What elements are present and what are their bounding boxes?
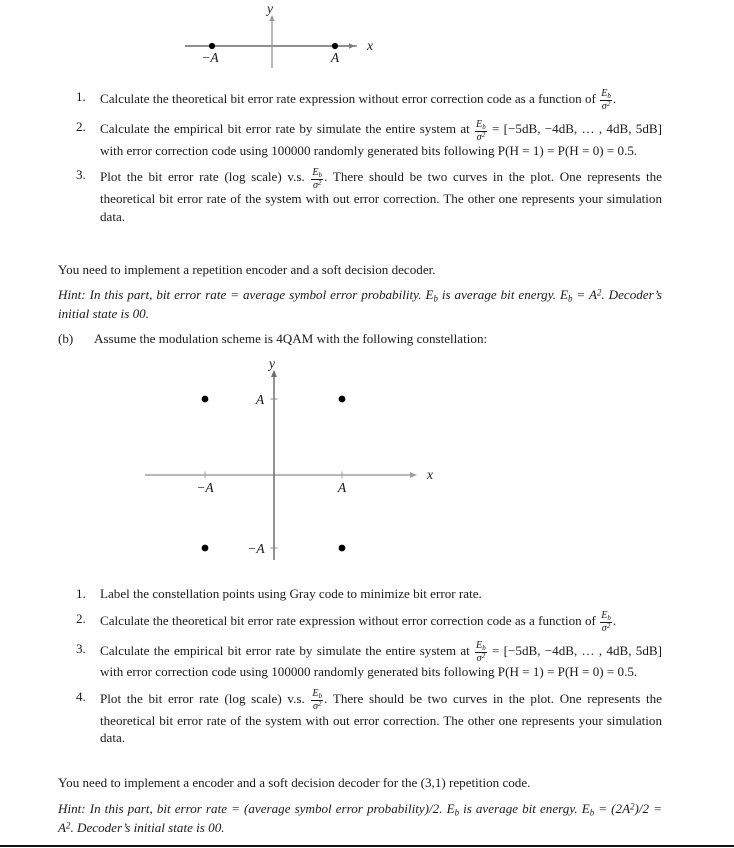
part-b-marker: (b): [58, 331, 74, 346]
page-bottom-rule: [0, 845, 734, 847]
label-x-pos-a: A: [337, 480, 347, 495]
constellation-point: [332, 43, 338, 49]
part-b-intro-text: Assume the modulation scheme is 4QAM with the following constellation:: [94, 331, 488, 346]
list-marker: 3.: [76, 641, 86, 657]
part-b-hint: [58, 800, 662, 836]
eb-sigma2-fraction: $\frac{E_b}{\sigma^2}$: [312, 166, 323, 191]
hint-text: Hint: In this part, bit error rate = average symbol error probability. $E_b$ is average bit energy. $E_b = A^2$. Decoder’s initial state is 00.: [58, 287, 662, 321]
list-item-text: Calculate the empirical bit error rate by simulate the entire system at $\frac{E_b}{\sigma^2}$ = [−5dB, −4dB, … , 4dB, 5dB] with error correction code using 100000 randomly generated bits following P(H = 1) = P(H = 0) = 0.5.: [100, 640, 662, 680]
list-marker: 2.: [76, 119, 86, 135]
bpsk-constellation-figure: [0, 0, 734, 80]
label-axis-y: y: [267, 1, 273, 16]
list-item: [58, 88, 662, 111]
hint-text: Hint: In this part, bit error rate = (average symbol error probability)/2. $E_b$ is average bit energy. $E_b = (2A^2)/2 = A^2$. Decoder’s initial state is 00.: [58, 801, 662, 835]
constellation-point: [339, 545, 346, 552]
list-item-text: Label the constellation points using Gray code to minimize bit error rate.: [100, 586, 482, 601]
list-marker: 2.: [76, 610, 86, 626]
implement-note-text: You need to implement a encoder and a soft decision decoder for the (3,1) repetition code.: [58, 775, 531, 790]
list-item-text: Plot the bit error rate (log scale) v.s. $\frac{E_b}{\sigma^2}$ . There should be two curves in the plot. One represents the theoretical bit error rate of the system with out error correction. The other one represents your simulation data.: [100, 166, 662, 224]
eb-sigma2-fraction: $\frac{E_b}{\sigma^2}$: [476, 640, 486, 665]
label-x-neg-a: −A: [196, 480, 214, 495]
list-item-text: Plot the bit error rate (log scale) v.s. $\frac{E_b}{\sigma^2}$ . There should be two curves in the plot. One represents the theoretical bit error rate of the system with out error correction. The other one represents your simulation data.: [100, 688, 662, 746]
part-b-intro: [58, 330, 698, 348]
y-axis: [271, 370, 278, 560]
eb-sigma2-fraction: $\frac{E_b}{\sigma^2}$: [601, 609, 611, 634]
constellation-point: [202, 396, 209, 403]
x-axis: [145, 472, 417, 479]
list-item: [58, 640, 662, 681]
list-marker: 4.: [76, 689, 86, 705]
qam-constellation-svg: [127, 358, 607, 566]
list-item: [58, 688, 662, 747]
part-a-hint: [58, 286, 662, 322]
hint-label: Hint:: [58, 801, 86, 816]
constellation-point: [339, 396, 346, 403]
eb-sigma2-fraction: $\frac{E_b}{\sigma^2}$: [476, 118, 486, 143]
list-item-text: Calculate the theoretical bit error rate expression without error correction code as a function of $\frac{E_b}{\sigma^2}$ .: [100, 609, 617, 634]
list-item: [58, 166, 662, 225]
list-item-text: Calculate the theoretical bit error rate expression without error correction code as a function of $\frac{E_b}{\sigma^2}$ .: [100, 88, 617, 113]
list-marker: 3.: [76, 167, 86, 183]
eb-sigma2-fraction: $\frac{E_b}{\sigma^2}$: [312, 688, 323, 713]
list-item: [58, 118, 662, 159]
label-axis-y: y: [269, 358, 275, 371]
implement-note-text: You need to implement a repetition encoder and a soft decision decoder.: [58, 262, 436, 277]
list-marker: 1.: [76, 586, 86, 601]
bpsk-constellation-svg: [157, 0, 577, 80]
hint-label: Hint:: [58, 287, 86, 302]
part-a-list: [58, 88, 662, 225]
y-axis: [269, 15, 274, 68]
qam-constellation-figure: [0, 358, 734, 566]
label-axis-x: x: [427, 467, 433, 482]
label-axis-x: x: [367, 38, 373, 53]
label-pos-a: A: [330, 50, 340, 65]
label-y-neg-a: −A: [247, 541, 265, 556]
list-item: [58, 610, 662, 633]
eb-sigma2-fraction: $\frac{E_b}{\sigma^2}$: [601, 88, 611, 113]
constellation-point: [209, 43, 215, 49]
label-y-pos-a: A: [255, 392, 265, 407]
part-b-implement-note: [58, 774, 662, 792]
label-neg-a: −A: [201, 50, 219, 65]
list-marker: 1.: [76, 89, 86, 104]
list-item: [58, 585, 662, 603]
list-item-text: Calculate the empirical bit error rate by simulate the entire system at $\frac{E_b}{\sigma^2}$ = [−5dB, −4dB, … , 4dB, 5dB] with error correction code using 100000 randomly generated bits following P(H = 1) = P(H = 0) = 0.5.: [100, 118, 662, 158]
part-a-implement-note: [58, 261, 662, 279]
constellation-point: [202, 545, 209, 552]
part-b-list: [58, 585, 662, 747]
